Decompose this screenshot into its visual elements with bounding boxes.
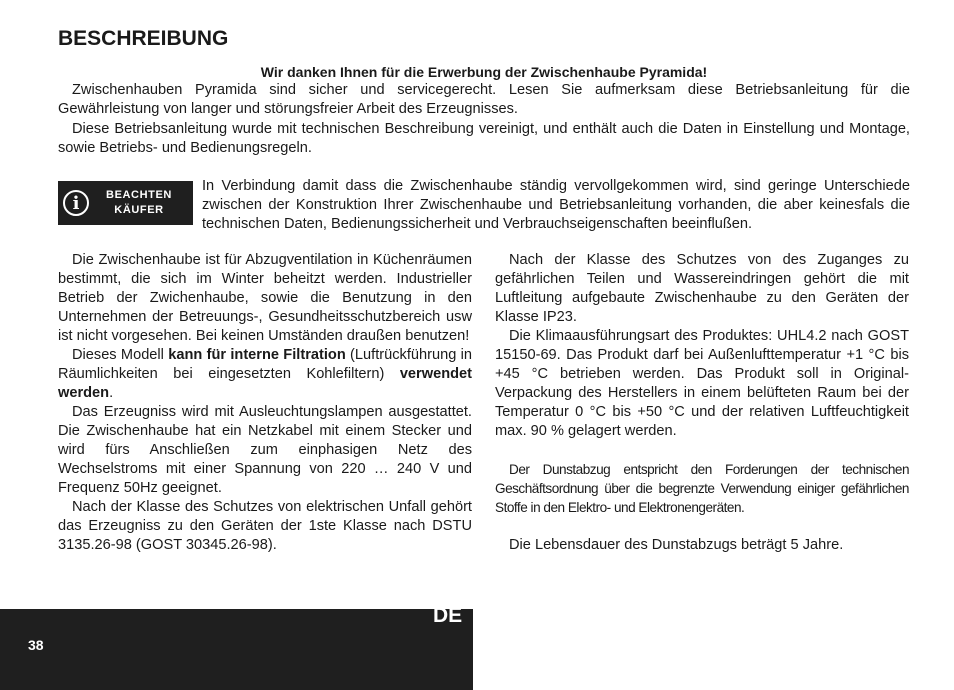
- notice-badge-label: [89, 188, 193, 218]
- intro-paragraph-2: Diese Betriebsanleitung wurde mit technischen Beschreibung vereinigt, und enthält auch die Daten in Einstellung und Montage, sowie Betriebs- und Bedienungsregeln.: [58, 121, 910, 156]
- thanks-line: Wir danken Ihnen für die Erwerbung der Zwischenhaube Pyramida!: [260, 64, 708, 80]
- right-paragraph-3: Der Dunstabzug entspricht den Forderungen der technischen Geschäftsordnung über die begrenzte Verwendung einiger gefährlichen Stoffe in den Elektro- und Elektronengeräten.: [495, 462, 909, 515]
- page-number: 38: [28, 637, 44, 653]
- intro-paragraph-1: Zwischenhauben Pyramida sind sicher und servicegerecht. Lesen Sie aufmerksam diese Betriebsanleitung für die Gewährleistung von langer und störungsfreier Arbeit des Erzeugnisses.: [58, 82, 910, 117]
- language-code: DE: [433, 604, 463, 627]
- notice-badge-line2: KÄUFER: [114, 204, 164, 216]
- left-paragraph-2: Dieses Modell kann für interne Filtration (Luftrückführung in Räumlichkeiten bei eingesetzten Kohlefiltern) verwendet werden.: [58, 347, 472, 401]
- notice-text: In Verbindung damit dass die Zwischenhaube ständig vervollgekommen wird, sind geringe Unterschiede zwischen der Konstruktion Ihrer Zwischenhaube und Betriebsanleitung vorhanden, die aber keinesfals die technischen Daten, Bedienungssicherheit und Verbrauchseigenschaften beeinflußen.: [202, 178, 910, 232]
- left-column: [58, 251, 472, 555]
- left-paragraph-4: Nach der Klasse des Schutzes von elektrischen Unfall gehört das Erzeugniss zu den Geräten der 1ste Klasse nach DSTU 3135.26-98 (GOST 30345.26-98).: [58, 499, 472, 553]
- page-title: BESCHREIBUNG: [58, 27, 229, 50]
- right-paragraph-4: Die Lebensdauer des Dunstabzugs beträgt 5 Jahre.: [509, 537, 844, 553]
- notice-badge-line1: BEACHTEN: [106, 189, 172, 201]
- footer-bar: [0, 609, 473, 690]
- left-paragraph-1: Die Zwischenhaube ist für Abzugventilation in Küchenräumen bestimmt, die sich im Winter beheitzt werden. Industrieller Betrieb der Zwichenhaube, sowie die Benutzung in den Unternehmen der Betreuungs-, Gesundheitsschutzbereich usw ist nicht vorgesehen. Bei keinen Umständen draußen benutzen!: [58, 252, 472, 344]
- notice-badge: [58, 181, 193, 225]
- info-icon: i: [63, 190, 89, 216]
- right-paragraph-2: Die Klimaausführungsart des Produktes: UHL4.2 nach GOST 15150-69. Das Produkt darf bei Außenlufttemperatur +1 °C bis +45 °C betrieben werden. Das Produkt soll in Original-Verpackung des Herstellers in einem belüfteten Raum bei der Temperatur 0 °C bis +50 °C und der relativen Luftfeuchtigkeit max. 90 % gelagert werden.: [495, 328, 909, 439]
- right-paragraph-1: Nach der Klasse des Schutzes von des Zuganges zu gefährlichen Teilen und Wassereindringen gehört die mit Luftleitung aufgebaute Zwischenhaube zu den Geräten der Klasse IP23.: [495, 252, 909, 325]
- left-paragraph-3: Das Erzeugniss wird mit Ausleuchtungslampen ausgestattet. Die Zwischenhaube hat ein Netzkabel mit einem Stecker und wird fürs Anschließen zum einphasigen Netz des Wechselstroms mit einer Spannung von 220 … 240 V und Frequenz 50Hz geeignet.: [58, 404, 472, 496]
- right-column: [495, 251, 909, 555]
